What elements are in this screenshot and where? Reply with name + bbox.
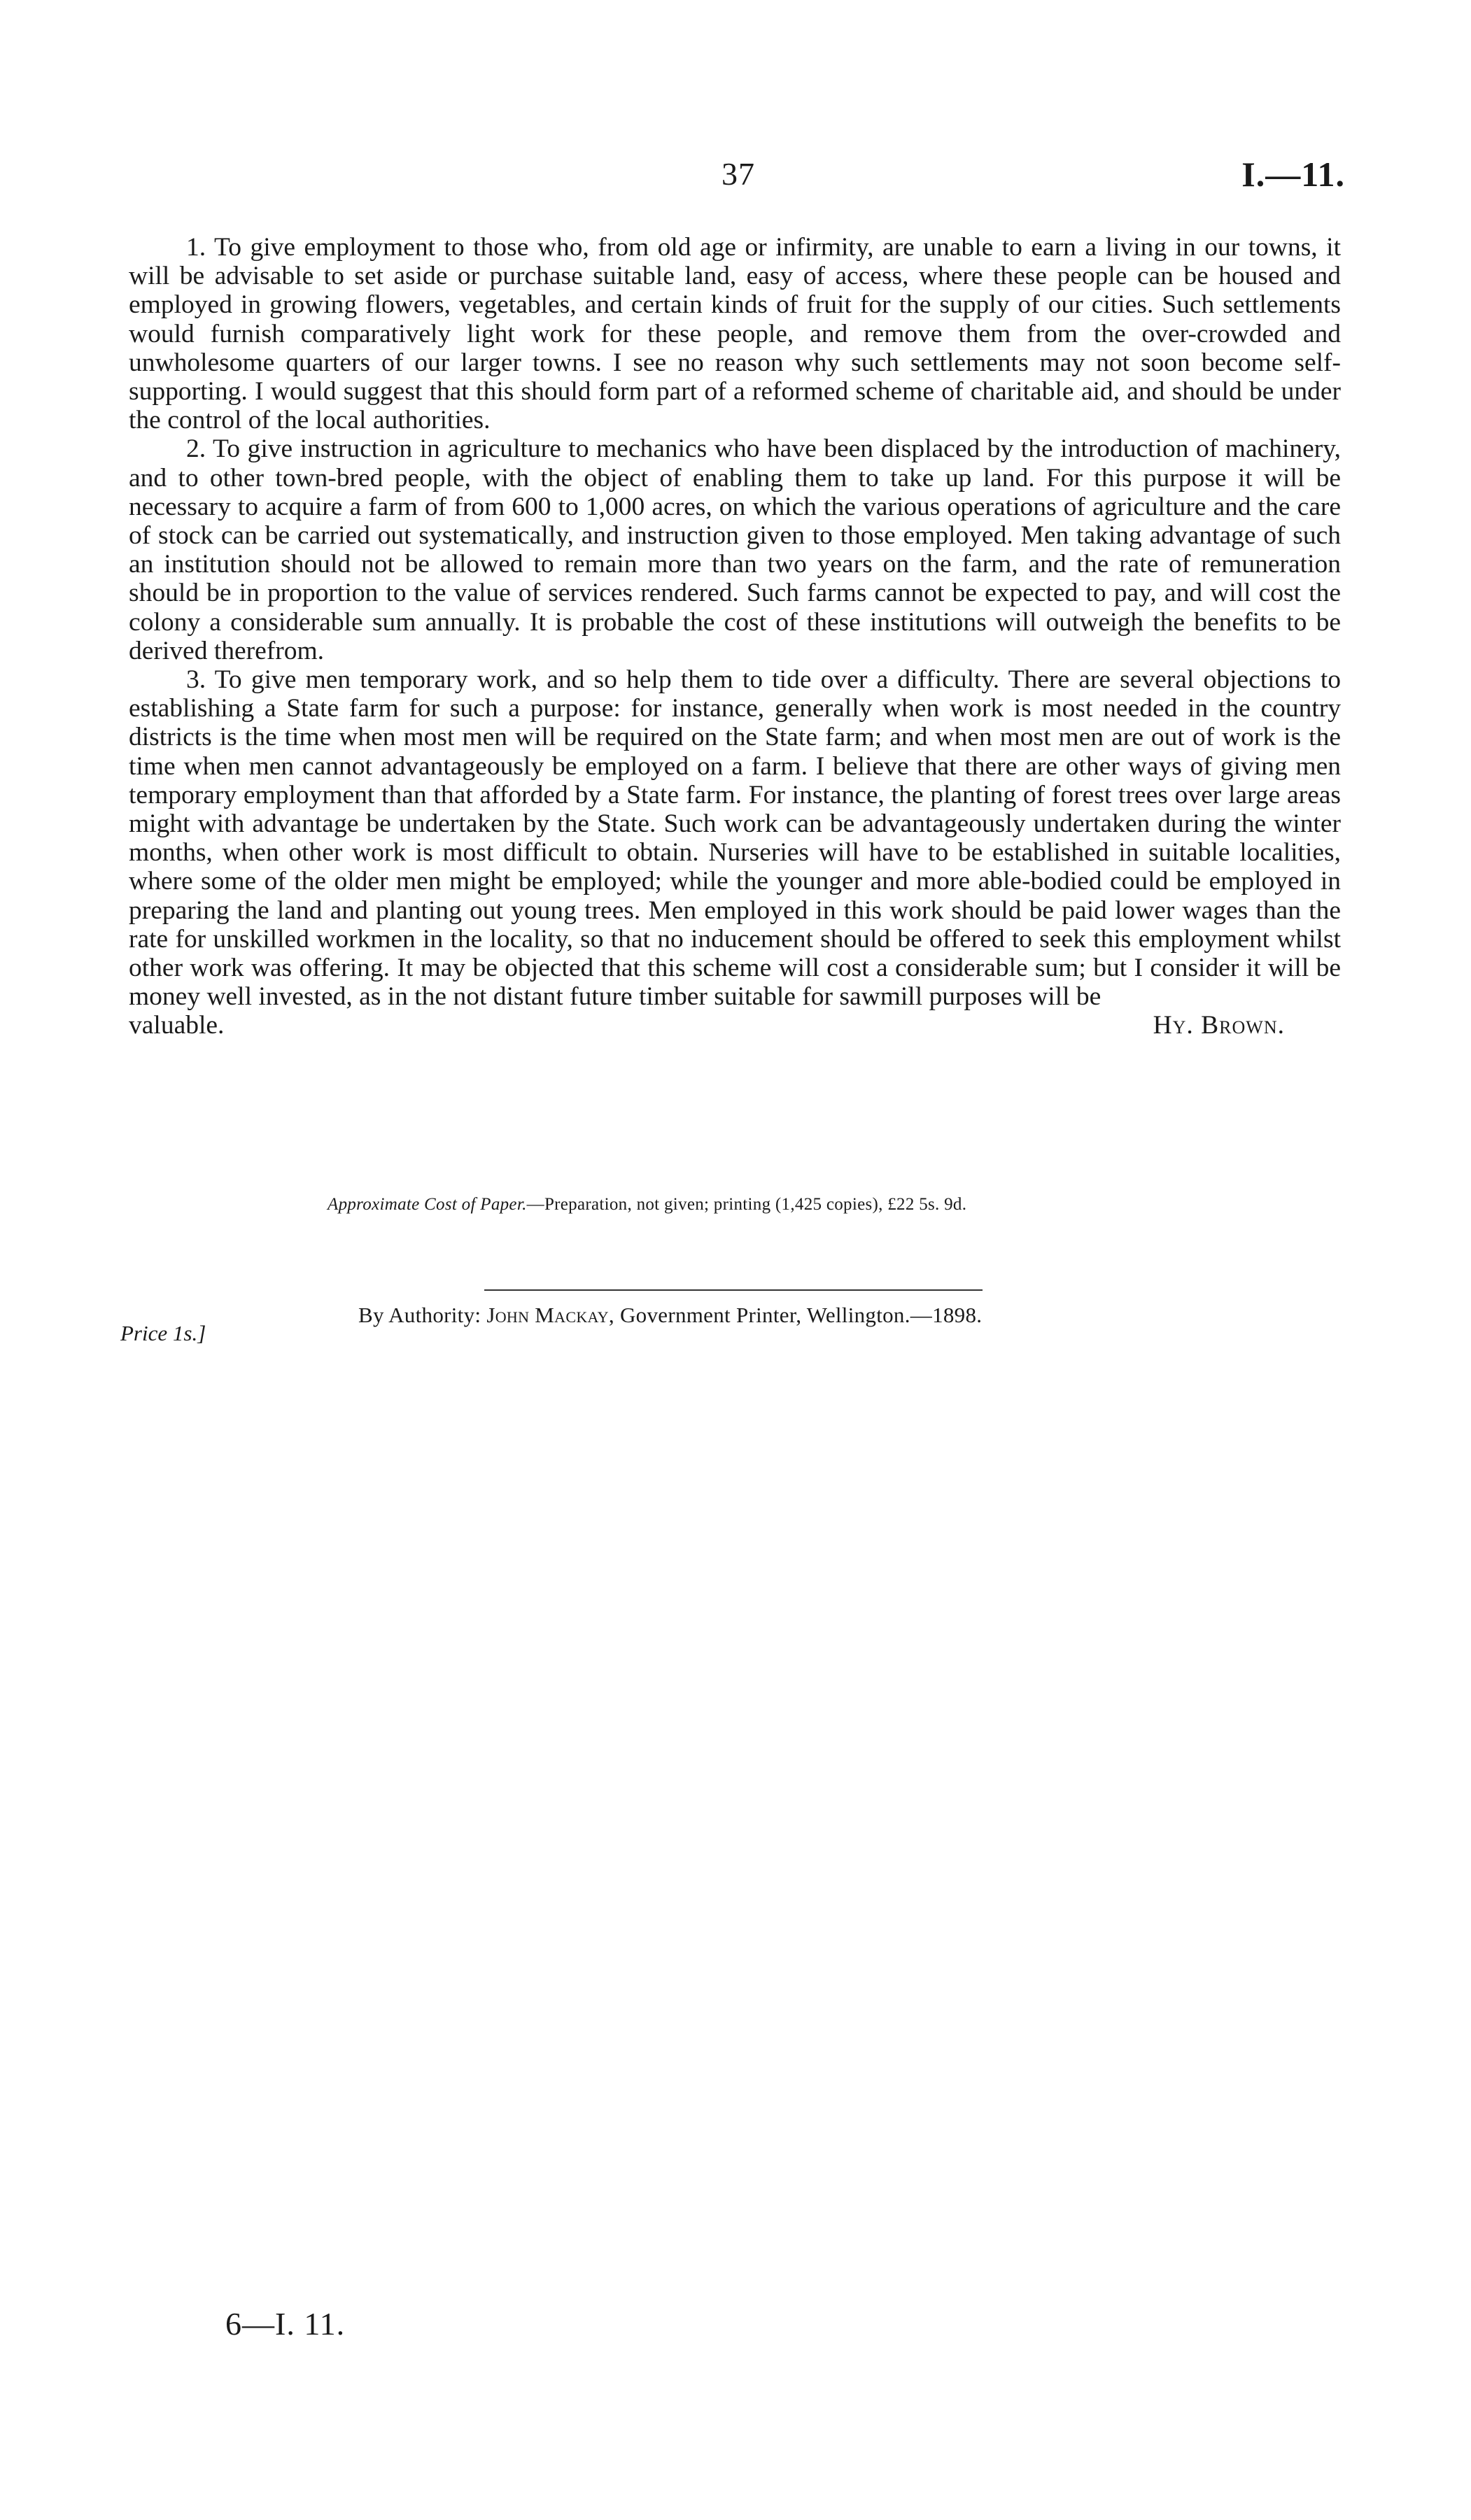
closing-word: valuable. [129,1011,225,1040]
authority-suffix: , Government Printer, Wellington.—1898. [608,1303,983,1327]
divider-rule [484,1289,983,1291]
price-label: Price 1s.] [120,1321,206,1345]
document-reference: I.—11. [1241,155,1345,194]
page-number: 37 [722,156,755,192]
paragraph-2: 2. To give instruction in agriculture to mechanics who have been displaced by the introduction of machinery, and to other town-bred people, with the object of enabling them to take up land. For this purpose it will be necessary to acquire a farm of from 600 to 1,000 acres, on which the various operations of agriculture and the care of stock can be carried out systematically, and instruction given to those employed. Men taking advantage of such an institution should not be allowed to remain more than two years on the farm, and the rate of remuneration should be in proportion to the value of services rendered. Such farms cannot be expected to pay, and will cost the colony a considerable sum annually. It is probable the cost of these institutions will outweigh the benefits to be derived therefrom. [129,434,1341,665]
printer-signature-mark: 6—I. 11. [225,2306,346,2342]
paragraph-3: 3. To give men temporary work, and so help them to tide over a difficulty. There are several objections to establishing a State farm for such a purpose: for instance, generally when work is most needed in the country districts is the time when most men will be required on the State farm; and when most men are out of work is the time when men cannot advantageously be employed on a farm. I believe that there are other ways of giving men temporary employment than that afforded by a State farm. For instance, the planting of forest trees over large areas might with advantage be undertaken by the State. Such work can be advantageously undertaken during the winter months, when other work is most difficult to obtain. Nurseries will have to be established in suitable localities, where some of the older men might be employed; while the younger and more able-bodied could be employed in preparing the land and planting out young trees. Men employed in this work should be paid lower wages than the rate for unskilled workmen in the locality, so that no inducement should be offered to seek this employment whilst other work was offering. It may be objected that this scheme will cost a considerable sum; but I consider it will be money well invested, as in the not distant future timber suitable for sawmill purposes will be [129,665,1341,1012]
body-text [129,233,1341,1039]
authority-prefix: By Authority: [358,1303,487,1327]
author-signature: Hy. Brown. [1153,1011,1285,1040]
cost-label: Approximate Cost of Paper. [328,1195,527,1214]
cost-note [328,1195,1153,1215]
printer-authority [358,1303,1198,1328]
signature-line [129,1011,1341,1039]
printer-name: John Mackay [486,1303,609,1327]
paragraph-1: 1. To give employment to those who, from old age or infirmity, are unable to earn a living in our towns, it will be advisable to set aside or purchase suitable land, easy of access, where these people can be housed and employed in growing flowers, vegetables, and certain kinds of fruit for the supply of our cities. Such settlements would furnish comparatively light work for these people, and remove them from the over-crowded and unwholesome quarters of our larger towns. I see no reason why such settlements may not soon become self-supporting. I would suggest that this should form part of a reformed scheme of charitable aid, and should be under the control of the local authorities. [129,233,1341,435]
cost-text: —Preparation, not given; printing (1,425 copies), £22 5s. 9d. [526,1195,967,1214]
